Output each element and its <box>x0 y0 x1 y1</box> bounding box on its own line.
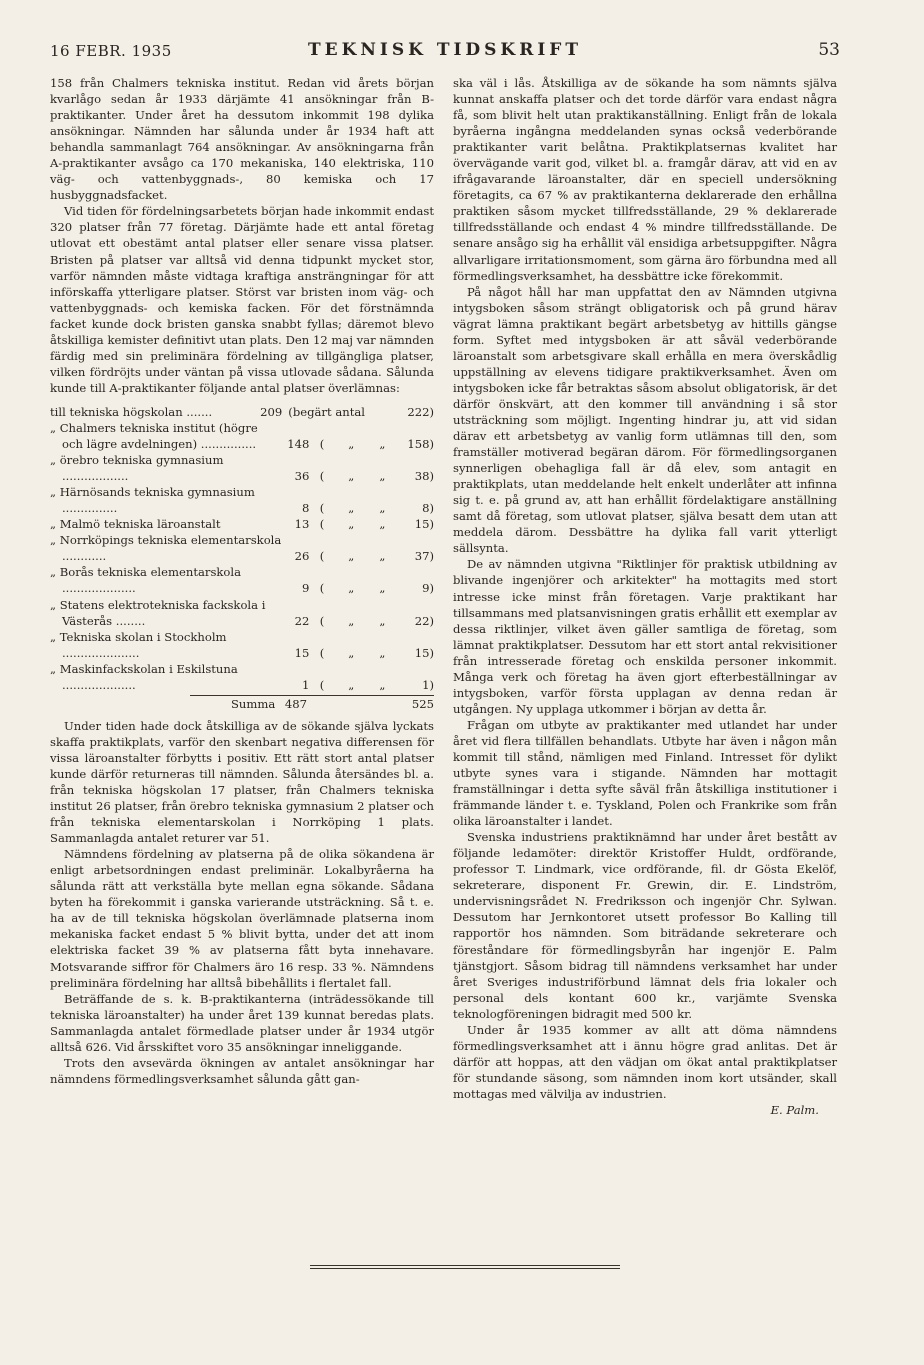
school-name: „ Chalmers tekniska institut (högre och lägre avdelningen) ............... <box>50 420 258 452</box>
ditto-mark: „ <box>348 501 355 516</box>
school-name: „ Tekniska skolan i Stockholm ..................... <box>50 629 227 660</box>
table-row <box>50 629 434 661</box>
journal-title: TEKNISK TIDSKRIFT <box>307 40 583 60</box>
places-value: 36 <box>294 469 310 484</box>
ditto-mark: „ <box>379 501 386 516</box>
ditto-mark: „ <box>379 581 386 596</box>
ditto-mark: „ <box>348 549 355 564</box>
school-name: „ Borås tekniska elementarskola .................... <box>50 565 242 596</box>
left-column <box>50 75 434 1087</box>
page-number: 53 <box>818 40 840 60</box>
paragraph: Svenska industriens praktiknämnd har under året bestått av följande ledamöter: direktör Kristoffer Huldt, ordförande, professor T. Lindmark, vice ordförande, fil. dr Gösta Ekelöf, sekreterare, disponent Fr. Grewin, dir. E. Lindström, undervisningsrådet N. Fredriksson och ingenjör Chr. Sylwan. Dessutom har Jernkontoret utsett professor Bo Kalling till rapportör hos nämnden. Som biträdande sekreterare och föreståndare för förmedlingsbyrån har ingenjör E. Palm tjänstgjort. Såsom bidrag till nämndens verksamhet har under året Sveriges industriförbund lämnat dels fria lokaler och personal dels kontant 600 kr., varjämte Svenska teknologföreningen bidragit med 500 kr. <box>453 830 837 1021</box>
requested-value: 9) <box>422 581 434 596</box>
places-value: 13 <box>294 517 310 532</box>
school-name: „ Härnösands tekniska gymnasium ............... <box>50 485 255 516</box>
paragraph: Under tiden hade dock åtskilliga av de sökande själva lyckats skaffa praktikplats, varför den skenbart negativa differensen för vissa läroanstalter förbytts i positiv. Ett rätt stort antal platser kunde därför returneras till nämnden. Sålunda återsändes bl. a. från tekniska högskolan 17 platser, från Chalmers tekniska institut 26 platser, från örebro tekniska gymnasium 2 platser och från tekniska elementarskolan i Norrköping 1 plats. Sammanlagda antalet returer var 51. <box>50 718 434 846</box>
sum-label: Summa <box>230 696 276 711</box>
requested-value: 158) <box>407 437 434 452</box>
paragraph: Under år 1935 kommer av allt att döma nämndens förmedlingsverksamhet att i ännu högre grad anlitas. Det är därför att hoppas, att den vädjan om ökat antal praktikplatser för stundande säsong, som nämnden inom kort utsänder, skall mottagas med välvilja av industrien. <box>453 1022 837 1101</box>
table-row <box>50 420 434 452</box>
paren: ( <box>319 517 325 532</box>
paragraph: 158 från Chalmers tekniska institut. Redan vid årets början kvarlågo sedan år 1933 därjämte 41 ansökningar från B-praktikanter. Under året ha dessutom inkommit 198 dylika ansökningar. Nämnden har sålunda under år 1934 haft att behandla sammanlagt 764 ansökningar. Av ansökningarna från A-praktikanter avsågo ca 170 mekaniska, 140 elektriska, 110 väg- och vattenbyggnads-, 80 kemiska och 17 husbyggnadsfacket. <box>50 76 434 203</box>
page-header <box>50 40 840 64</box>
places-value: 22 <box>294 613 310 628</box>
places-value: 9 <box>301 581 310 596</box>
table-row <box>50 516 434 532</box>
paren: ( <box>319 581 325 596</box>
table-row <box>50 532 434 564</box>
requested-value: 37) <box>414 549 434 564</box>
placement-table <box>50 404 434 712</box>
requested-value: 222) <box>407 404 434 419</box>
places-value: 209 <box>260 404 283 419</box>
school-name: „ örebro tekniska gymnasium .................. <box>50 453 224 484</box>
ditto-mark: „ <box>348 677 355 692</box>
ditto-mark: „ <box>348 517 355 532</box>
paragraph: ska väl i lås. Åtskilliga av de sökande ha som nämnts själva kunnat anskaffa platser och det torde därför vara endast några få, som blivit helt utan praktikanställning. Enligt från de lokala byråerna ingångna meddelanden synas också vederbörande praktikanter varit belåtna. Praktikplatsernas kvalitet har övervägande varit god, vilket bl. a. framgår därav, att vid en av ifrågavarande läroanstalter, där en speciell undersökning företagits, ca 67 % av praktikanterna deklarerade den erhållna praktiken såsom mycket tillfredsställande, 29 % deklarerade tillfredsställande och endast 4 % mindre tillfredsställande. De senare ansågo sig ha erhållit väl ensidiga arbetsuppgifter. Några allvarligare irritationsmoment, som gärna äro förbundna med all förmedlingsverksamhet, ha dessbättre icke förekommit. <box>453 76 837 283</box>
ditto-mark: „ <box>348 581 355 596</box>
table-sum-row <box>190 695 434 712</box>
sum-requested: 525 <box>411 696 434 711</box>
requested-note: (begärt antal <box>288 404 365 419</box>
school-name: „ Maskinfackskolan i Eskilstuna .................... <box>50 661 238 692</box>
ditto-mark: „ <box>379 613 386 628</box>
table-row <box>50 404 434 420</box>
ditto-mark: „ <box>379 549 386 564</box>
table-row <box>50 597 434 629</box>
paragraph: Trots den avsevärda ökningen av antalet ansökningar har nämndens förmedlingsverksamhet sålunda gått gan- <box>50 1055 434 1086</box>
ditto-mark: „ <box>348 469 355 484</box>
places-value: 148 <box>287 437 310 452</box>
paren: ( <box>319 645 325 660</box>
ditto-mark: „ <box>379 437 386 452</box>
paragraph: De av nämnden utgivna "Riktlinjer för praktisk utbildning av blivande ingenjörer och arkitekter" ha mottagits med stort intresse icke minst från företagen. Varje praktikant har tillsammans med platsanvisningen gratis erhållit ett exemplar av dessa riktlinjer, vilket även gäller samtliga de företag, som lämnat praktikplatser. Dessutom har ett stort antal rekvisitioner från intresserade företag och enskilda personer inkommit. Många verk och företag ha även gjort efterbeställningar av intygsboken, varför första upplagan av denna redan är utgången. Ny upplaga utkommer i början av detta år. <box>453 557 837 716</box>
ditto-mark: „ <box>379 677 386 692</box>
ditto-mark: „ <box>379 645 386 660</box>
school-name: „ Norrköpings tekniska elementarskola ............ <box>50 533 282 564</box>
ditto-mark: „ <box>379 469 386 484</box>
paren: ( <box>319 501 325 516</box>
places-value: 26 <box>294 549 310 564</box>
table-row <box>50 661 434 693</box>
ditto-mark: „ <box>348 437 355 452</box>
right-column <box>453 75 837 1118</box>
table-row <box>50 452 434 484</box>
ditto-mark: „ <box>379 517 386 532</box>
requested-value: 8) <box>422 501 434 516</box>
places-value: 15 <box>294 645 310 660</box>
requested-value: 38) <box>414 469 434 484</box>
school-name: „ Malmö tekniska läroanstalt <box>50 517 221 532</box>
requested-value: 22) <box>414 613 434 628</box>
requested-value: 1) <box>422 677 434 692</box>
paren: ( <box>319 437 325 452</box>
issue-date: 16 FEBR. 1935 <box>50 42 172 60</box>
sum-value: 487 <box>284 696 308 711</box>
paragraph: På något håll har man uppfattat den av Nämnden utgivna intygsboken såsom strängt obligatorisk och på grund härav vägrat lämna praktikant begärt arbetsbetyg av hittills gängse form. Syftet med intygsboken är att såväl vederbörande läroanstalt som arbetsgivare skall erhålla en mera överskådlig uppställning av elevens tidigare praktikverksamhet. Även om intygsboken icke får betraktas såsom absolut obligatorisk, är det därför önskvärt, att den kommer till användning i så stor utsträckning som möjligt. Ingenting hindrar ju, att vid sidan därav ett arbetsbetyg av vanlig form utlämnas till den, som framställer motiverad begäran därom. För förmedlingsorganen synnerligen obehagliga fall är då elev, som antagit en praktikplats, utan meddelande helt enkelt underlåter att infinna sig t. e. på grund av, att han erhållit fördelaktigare anställning samt då företag, som utlovat platser, själva besatt dem utan att meddela därom. Dessbättre ha dylika fall varit ytterligt sällsynta. <box>453 284 837 556</box>
school-name: „ Statens elektrotekniska fackskola i Västerås ........ <box>50 597 266 628</box>
school-name: till tekniska högskolan ....... <box>50 404 213 419</box>
paragraph: Vid tiden för fördelningsarbetets början hade inkommit endast 320 platser från 77 företag. Därjämte hade ett antal företag utlovat ett obestämt antal platser eller senare vissa platser. Bristen på platser var alltså vid denna tidpunkt mycket stor, varför nämnden måste vidtaga kraftiga ansträngningar för att införskaffa ytterligare platser. Störst var bristen inom väg- och vattenbyggnads- och kemiska facken. För det förstnämnda facket kunde dock bristen ganska snabbt fyllas; däremot blevo åtskilliga kemister definitivt utan plats. Den 12 maj var nämnden färdig med sin preliminära fördelning av tillgängliga platser, vilken fördröjts under väntan på vissa utlovade sådana. Sålunda kunde till A-praktikanter följande antal platser överlämnas: <box>50 204 434 395</box>
paragraph: Beträffande de s. k. B-praktikanterna (inträdessökande till tekniska läroanstalter) ha under året 139 kunnat beredas plats. Sammanlagda antalet förmedlade platser under år 1934 utgör alltså 626. Vid årsskiftet voro 35 ansökningar inneliggande. <box>50 991 434 1054</box>
requested-value: 15) <box>414 645 434 660</box>
paren: ( <box>319 469 325 484</box>
paragraph: Nämndens fördelning av platserna på de olika sökandena är enligt arbetsordningen endast preliminär. Lokalbyråerna ha sålunda rätt att verkställa byte mellan egna sökande. Sådana byten ha förekommit i ganska varierande utsträckning. Så t. e. ha av de till tekniska högskolan överlämnade platserna inom mekaniska facket endast 5 % blivit bytta, under det att inom elektriska facket 39 % av platserna fått byta innehavare. Motsvarande siffror för Chalmers äro 16 resp. 33 %. Nämndens preliminära fördelning har alltså bibehållits i flertalet fall. <box>50 847 434 990</box>
table-row <box>50 484 434 516</box>
places-value: 8 <box>301 501 310 516</box>
paren: ( <box>319 613 325 628</box>
requested-value: 15) <box>414 517 434 532</box>
ditto-mark: „ <box>348 645 355 660</box>
table-row <box>50 564 434 596</box>
ditto-mark: „ <box>348 613 355 628</box>
paragraph: Frågan om utbyte av praktikanter med utlandet har under året vid flera tillfällen behandlats. Utbyte har även i någon mån kommit till stånd, nämligen med Finland. Intresset för dylikt utbyte synes vara i stigande. Nämnden har mottagit framställningar i detta syfte såväl från åtskilliga institutioner i främmande länder t. e. Tyskland, Polen och Frankrike som från olika läroanstalter i landet. <box>453 717 837 829</box>
places-value: 1 <box>301 677 310 692</box>
paren: ( <box>319 677 325 692</box>
author-signature: E. Palm. <box>770 1103 819 1117</box>
end-rule <box>310 1265 620 1269</box>
paren: ( <box>319 549 325 564</box>
